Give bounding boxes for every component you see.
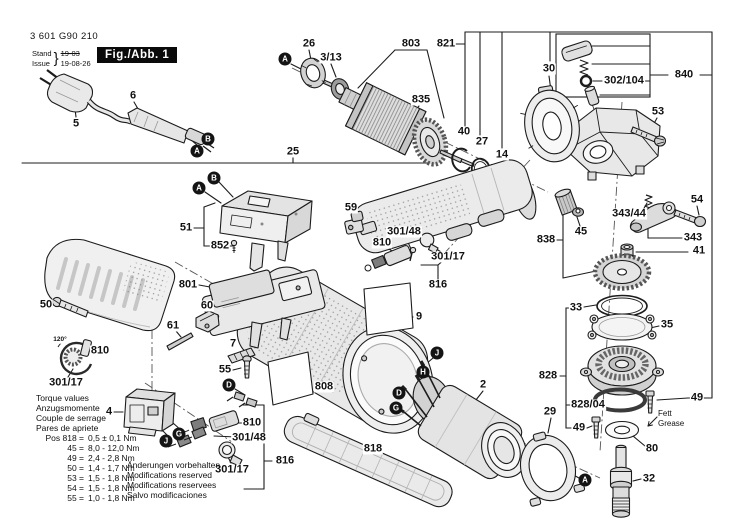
callout-80: 80	[645, 442, 659, 455]
marker-j-stator: J	[431, 347, 444, 360]
callout-5: 5	[72, 117, 80, 130]
callout-33: 33	[569, 301, 583, 314]
part-torsion-spring	[58, 339, 92, 374]
callout-840: 840	[674, 68, 694, 81]
part-side-cover	[45, 239, 175, 330]
callout-120deg: 120°	[53, 335, 67, 343]
torque-title-de: Anzugsmomente	[36, 403, 100, 413]
marker-a-cord: A	[191, 145, 204, 158]
callout-821: 821	[436, 37, 456, 50]
callout-51: 51	[179, 221, 193, 234]
torque-table	[36, 393, 140, 503]
callout-301-17-lower: 301/17	[215, 463, 249, 476]
callout-45: 45	[574, 225, 588, 238]
callout-301-17-spring: 301/17	[49, 376, 83, 389]
callout-852: 852	[210, 239, 230, 252]
note-fr: Modifications reservees	[127, 480, 217, 490]
callout-59: 59	[344, 201, 358, 214]
callout-9: 9	[415, 310, 423, 323]
callout-32: 32	[642, 472, 656, 485]
callout-27: 27	[475, 135, 489, 148]
callout-3-13: 3/13	[320, 51, 342, 64]
marker-b-cord: B	[202, 133, 215, 146]
callout-816-lower: 816	[275, 454, 295, 467]
callout-40: 40	[457, 125, 471, 138]
callout-26: 26	[302, 37, 316, 50]
callout-61: 61	[166, 319, 180, 332]
callout-828: 828	[538, 369, 558, 382]
type-number: 3 601 G90 210	[30, 31, 99, 42]
marker-a-switch: A	[193, 182, 206, 195]
callout-301-17-upper: 301/17	[431, 250, 465, 263]
marker-b-switch: B	[208, 172, 221, 185]
callout-810-lower: 810	[242, 416, 262, 429]
callout-35: 35	[660, 318, 674, 331]
callout-343: 343	[683, 231, 703, 244]
callout-828-04: 828/04	[571, 398, 605, 411]
callout-808: 808	[314, 380, 334, 393]
marker-g-switch: G	[173, 428, 186, 441]
note-en: Modifications reserved	[127, 470, 213, 480]
grease-note-en: Grease	[658, 418, 685, 428]
marker-a-bearing: A	[279, 53, 292, 66]
callout-53: 53	[651, 105, 665, 118]
part-plug-cord	[40, 70, 214, 152]
torque-row: Pos 818 = 0,5 ± 0,1 Nm	[45, 433, 137, 443]
callout-6: 6	[129, 89, 137, 102]
grease-note-de: Fett	[658, 409, 672, 418]
torque-row: 45 = 8,0 - 12,0 Nm	[67, 443, 140, 453]
callout-838: 838	[536, 233, 556, 246]
callout-50: 50	[39, 298, 53, 311]
callout-801: 801	[178, 278, 198, 291]
stand-label: Stand	[32, 49, 52, 58]
callout-803: 803	[401, 37, 421, 50]
torque-row: 55 = 1,0 - 1,8 Nm	[67, 493, 135, 503]
callout-818: 818	[363, 442, 383, 455]
torque-title-es: Pares de apriete	[36, 423, 99, 433]
stand-value: 19-03	[60, 49, 80, 58]
part-gear-housing	[566, 108, 660, 180]
torque-row: 53 = 1,5 - 1,8 Nm	[67, 473, 135, 483]
torque-row: 54 = 1,5 - 1,8 Nm	[67, 483, 135, 493]
torque-row: 50 = 1,4 - 1,7 Nm	[67, 463, 135, 473]
marker-d-terminal: D	[223, 379, 236, 392]
callout-60: 60	[200, 299, 214, 312]
marker-d-stator: D	[393, 387, 406, 400]
part-lock-button-set	[561, 40, 600, 106]
callout-41: 41	[692, 244, 706, 257]
revision-block	[32, 49, 91, 69]
figure-badge: Fig./Abb. 1	[97, 47, 177, 63]
callout-29: 29	[543, 405, 557, 418]
issue-value: 19-08-26	[60, 59, 91, 68]
callout-25: 25	[286, 145, 300, 158]
callout-816-upper: 816	[428, 278, 448, 291]
part-ring-29	[513, 421, 586, 506]
torque-row: 49 = 2,4 - 2,8 Nm	[67, 453, 135, 463]
callout-835: 835	[411, 93, 431, 106]
callout-301-48-lower: 301/48	[232, 431, 266, 444]
grease-note	[658, 409, 684, 428]
callout-810-spring: 810	[90, 344, 110, 357]
callout-343-44: 343/44	[612, 207, 646, 220]
callout-49-left: 49	[572, 421, 586, 434]
part-cable-clamp-59	[343, 211, 366, 235]
callout-55: 55	[218, 363, 232, 376]
issue-label: Issue	[32, 59, 50, 68]
callout-7: 7	[229, 337, 237, 350]
callout-301-48-upper: 301/48	[387, 225, 421, 238]
marker-a-flange: A	[579, 474, 592, 487]
callout-49-right: 49	[690, 391, 704, 404]
part-switch-housing-51	[220, 191, 312, 271]
part-bevel-gear-set	[554, 188, 649, 289]
callout-4: 4	[105, 405, 113, 418]
callout-14: 14	[495, 148, 509, 161]
note-es: Salvo modificaciones	[127, 490, 207, 500]
callout-302-104: 302/104	[604, 74, 644, 87]
torque-title-fr: Couple de serrage	[36, 413, 106, 423]
note-de: Änderungen vorbehalten	[127, 460, 221, 470]
callout-810-upper: 810	[372, 236, 392, 249]
marker-h-stator: H	[417, 366, 430, 379]
callout-30: 30	[542, 62, 556, 75]
callout-54: 54	[690, 193, 704, 206]
marker-g-stator: G	[390, 402, 403, 415]
brace-glyph: }	[53, 50, 59, 67]
torque-title-en: Torque values	[36, 393, 89, 403]
callout-2: 2	[479, 378, 487, 391]
modification-notes	[127, 460, 220, 500]
marker-j-switch: J	[160, 435, 173, 448]
